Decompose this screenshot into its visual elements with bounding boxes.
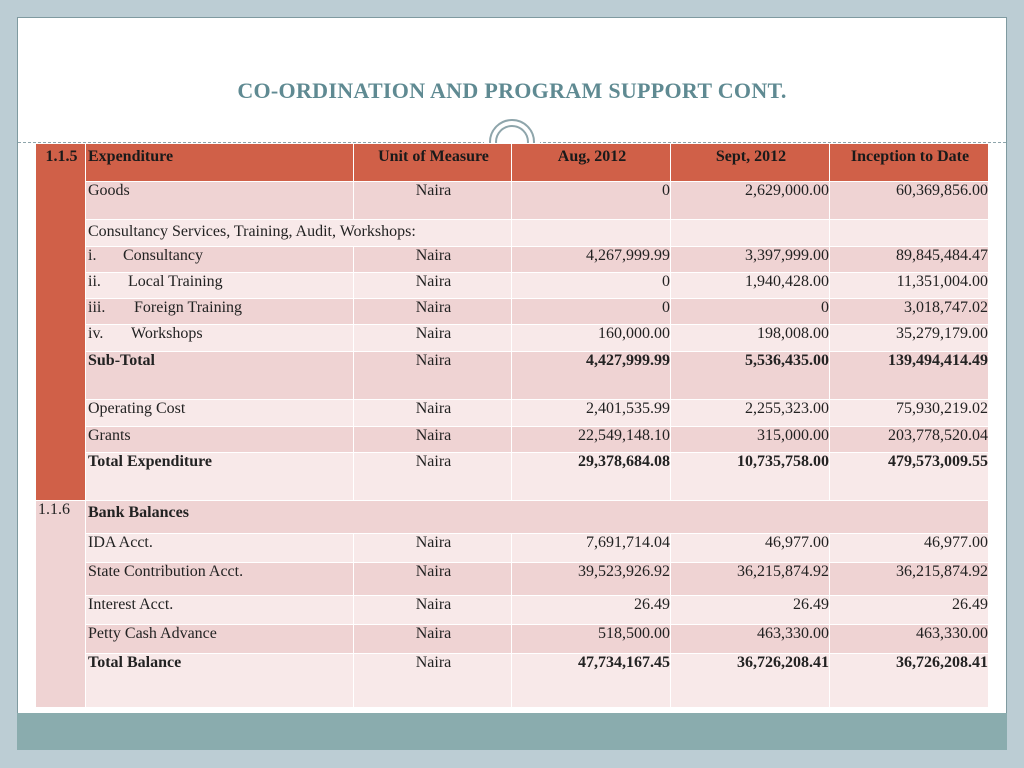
- row-aug: 26.49: [512, 596, 671, 625]
- row-aug: 2,401,535.99: [512, 400, 671, 427]
- table-row-subtotal: [36, 352, 989, 400]
- row-sept: 1,940,428.00: [671, 273, 830, 299]
- row-inception: 11,351,004.00: [830, 273, 989, 299]
- row-unit: Naira: [354, 625, 512, 654]
- col-header-unit: Unit of Measure: [354, 144, 512, 182]
- table-row-state-contribution: [36, 563, 989, 596]
- row-unit: Naira: [354, 299, 512, 325]
- row-sept: 315,000.00: [671, 427, 830, 453]
- row-numeral: iv.: [88, 325, 104, 342]
- row-aug: 4,267,999.99: [512, 247, 671, 273]
- row-sept: 46,977.00: [671, 534, 830, 563]
- row-label: iii. Foreign Training: [86, 299, 354, 325]
- row-inception: 75,930,219.02: [830, 400, 989, 427]
- row-aug: 518,500.00: [512, 625, 671, 654]
- row-unit: Naira: [354, 427, 512, 453]
- row-unit: Naira: [354, 453, 512, 501]
- row-inception: 36,215,874.92: [830, 563, 989, 596]
- row-inception: 26.49: [830, 596, 989, 625]
- row-unit: Naira: [354, 273, 512, 299]
- row-numeral: i.: [88, 247, 97, 264]
- row-sept: 5,536,435.00: [671, 352, 830, 400]
- row-unit: Naira: [354, 352, 512, 400]
- row-aug: 7,691,714.04: [512, 534, 671, 563]
- row-sept: 36,215,874.92: [671, 563, 830, 596]
- table-row-operating-cost: [36, 400, 989, 427]
- table-row-bank-heading: [36, 501, 989, 534]
- row-unit: Naira: [354, 400, 512, 427]
- row-label: i. Consultancy: [86, 247, 354, 273]
- bottom-bar: [17, 713, 1007, 750]
- table-row-total-expenditure: [36, 453, 989, 501]
- table-row-total-balance: [36, 654, 989, 708]
- row-sept: 2,255,323.00: [671, 400, 830, 427]
- row-sept: 26.49: [671, 596, 830, 625]
- table-row-foreign-training: [36, 299, 989, 325]
- row-sept: 0: [671, 299, 830, 325]
- row-inception: 139,494,414.49: [830, 352, 989, 400]
- row-numeral: ii.: [88, 273, 101, 290]
- table-row-consultancy: [36, 247, 989, 273]
- expenditure-table: [35, 143, 989, 708]
- table-row-workshops: [36, 325, 989, 352]
- row-aug: 160,000.00: [512, 325, 671, 352]
- row-label: Sub-Total: [86, 352, 354, 400]
- row-aug: 0: [512, 182, 671, 220]
- row-unit: Naira: [354, 534, 512, 563]
- row-aug: 29,378,684.08: [512, 453, 671, 501]
- row-label: State Contribution Acct.: [86, 563, 354, 596]
- section-number: 1.1.5: [36, 144, 86, 501]
- row-aug: 47,734,167.45: [512, 654, 671, 708]
- table-row-grants: [36, 427, 989, 453]
- col-header-expenditure: Expenditure: [86, 144, 354, 182]
- row-label: Goods: [86, 182, 354, 220]
- row-label: Total Expenditure: [86, 453, 354, 501]
- row-inception: [830, 220, 989, 247]
- row-sept: 463,330.00: [671, 625, 830, 654]
- table-row-consultancy-heading: [36, 220, 989, 247]
- row-label: Operating Cost: [86, 400, 354, 427]
- row-inception: 35,279,179.00: [830, 325, 989, 352]
- row-label: Grants: [86, 427, 354, 453]
- row-inception: 463,330.00: [830, 625, 989, 654]
- table-row-interest: [36, 596, 989, 625]
- bank-balances-heading: Bank Balances: [86, 501, 989, 534]
- row-sept: 198,008.00: [671, 325, 830, 352]
- col-header-sept: Sept, 2012: [671, 144, 830, 182]
- row-inception: 89,845,484.47: [830, 247, 989, 273]
- row-inception: 60,369,856.00: [830, 182, 989, 220]
- row-unit: Naira: [354, 247, 512, 273]
- row-label: Petty Cash Advance: [86, 625, 354, 654]
- row-label: Consultancy Services, Training, Audit, Workshops:: [86, 220, 512, 247]
- row-label: IDA Acct.: [86, 534, 354, 563]
- table-row-local-training: [36, 273, 989, 299]
- table-header-row: [36, 144, 989, 182]
- col-header-inception: Inception to Date: [830, 144, 989, 182]
- row-unit: Naira: [354, 596, 512, 625]
- row-label: iv. Workshops: [86, 325, 354, 352]
- row-inception: 479,573,009.55: [830, 453, 989, 501]
- row-sept: [671, 220, 830, 247]
- row-inception: 46,977.00: [830, 534, 989, 563]
- row-sept: 3,397,999.00: [671, 247, 830, 273]
- row-label: Total Balance: [86, 654, 354, 708]
- row-label: Interest Acct.: [86, 596, 354, 625]
- row-unit: Naira: [354, 563, 512, 596]
- row-numeral: iii.: [88, 299, 106, 316]
- row-inception: 3,018,747.02: [830, 299, 989, 325]
- row-inception: 36,726,208.41: [830, 654, 989, 708]
- row-label: ii. Local Training: [86, 273, 354, 299]
- row-unit: Naira: [354, 182, 512, 220]
- row-inception: 203,778,520.04: [830, 427, 989, 453]
- row-sept: 36,726,208.41: [671, 654, 830, 708]
- table-row-goods: [36, 182, 989, 220]
- row-aug: 0: [512, 299, 671, 325]
- row-aug: 0: [512, 273, 671, 299]
- section-number-bank: 1.1.6: [36, 501, 86, 708]
- row-aug: 39,523,926.92: [512, 563, 671, 596]
- table-row-ida: [36, 534, 989, 563]
- slide-title: CO-ORDINATION AND PROGRAM SUPPORT CONT.: [237, 78, 787, 103]
- row-aug: 4,427,999.99: [512, 352, 671, 400]
- row-aug: 22,549,148.10: [512, 427, 671, 453]
- table-row-petty-cash: [36, 625, 989, 654]
- col-header-aug: Aug, 2012: [512, 144, 671, 182]
- row-unit: Naira: [354, 325, 512, 352]
- row-unit: Naira: [354, 654, 512, 708]
- row-sept: 10,735,758.00: [671, 453, 830, 501]
- row-aug: [512, 220, 671, 247]
- row-sept: 2,629,000.00: [671, 182, 830, 220]
